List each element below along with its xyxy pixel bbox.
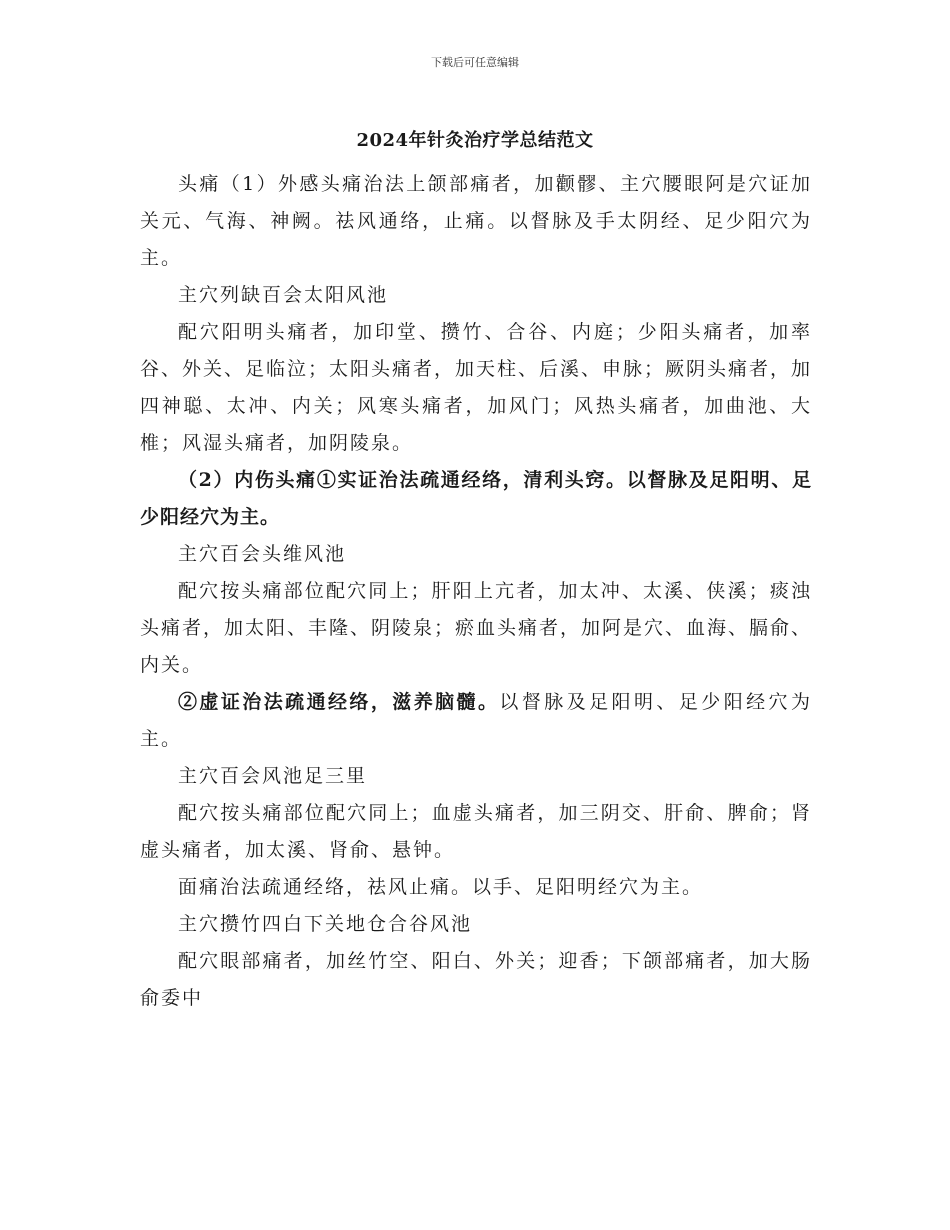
paragraph-deficiency-syndrome — [140, 684, 812, 758]
paragraph-main-points-3: 主穴百会风池足三里 — [178, 765, 368, 787]
deficiency-syndrome-lead: ②虚证治法疏通经络，滋养脑髓。 — [178, 691, 500, 713]
paragraph-external-headache: 头痛（1）外感头痛治法上颌部痛者，加颧髎、主穴腰眼阿是穴证加关元、气海、神阙。祛风通络，止痛。以督脉及手太阴经、足少阳穴为主。 — [140, 173, 812, 269]
paragraph-facial-pain: 面痛治法疏通经络，祛风止痛。以手、足阳明经穴为主。 — [178, 876, 704, 898]
paragraph-internal-headache-excess: （2）内伤头痛①实证治法疏通经络，清利头窍。以督脉及足阳明、足少阳经穴为主。 — [140, 469, 812, 528]
paragraph-main-points-4: 主穴攒竹四白下关地仓合谷风池 — [178, 913, 473, 935]
deficiency-syndrome-rest: 以督脉及足阳明、足少阳经穴为主。 — [140, 691, 812, 750]
document-title: 2024年针灸治疗学总结范文 — [356, 130, 594, 151]
paragraph-main-points-1: 主穴列缺百会太阳风池 — [178, 284, 389, 306]
paragraph-matching-points-3: 配穴按头痛部位配穴同上；血虚头痛者，加三阴交、肝俞、脾俞；肾虚头痛者，加太溪、肾俞、悬钟。 — [140, 802, 812, 861]
paragraph-main-points-2: 主穴百会头维风池 — [178, 543, 347, 565]
document-body — [140, 166, 812, 1017]
paragraph-matching-points-4: 配穴眼部痛者，加丝竹空、阳白、外关；迎香；下颌部痛者，加大肠俞委中 — [140, 950, 812, 1009]
page-header-note: 下载后可任意编辑 — [431, 56, 519, 69]
paragraph-matching-points-2: 配穴按头痛部位配穴同上；肝阳上亢者，加太冲、太溪、侠溪；痰浊头痛者，加太阳、丰隆、阴陵泉；瘀血头痛者，加阿是穴、血海、膈俞、内关。 — [140, 580, 813, 676]
paragraph-matching-points-1: 配穴阳明头痛者，加印堂、攒竹、合谷、内庭；少阳头痛者，加率谷、外关、足临泣；太阳头痛者，加天柱、后溪、申脉；厥阴头痛者，加四神聪、太冲、内关；风寒头痛者，加风门；风热头痛者，加曲池、大椎；风湿头痛者，加阴陵泉。 — [140, 321, 813, 454]
